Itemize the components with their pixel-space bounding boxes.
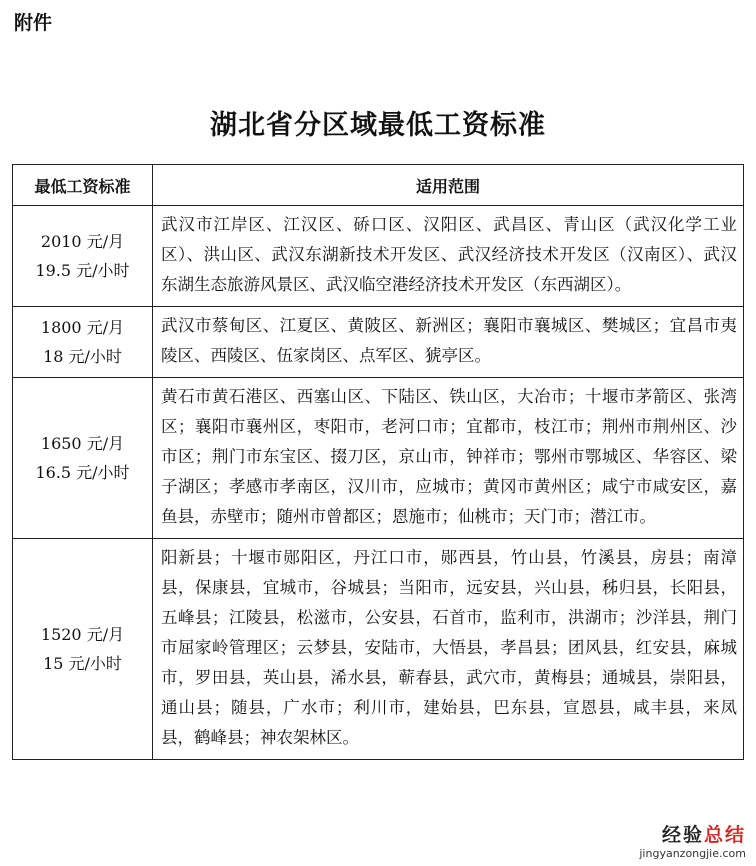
- monthly-wage: 1650 元/月: [40, 434, 125, 453]
- wage-table: [12, 164, 744, 760]
- monthly-wage: 1800 元/月: [40, 318, 125, 337]
- wage-standard-cell: [13, 378, 153, 539]
- table-header-row: [13, 165, 744, 206]
- wage-standard-cell: [13, 307, 153, 378]
- monthly-wage: 1520 元/月: [40, 625, 125, 644]
- scope-cell: 武汉市江岸区、江汉区、硚口区、汉阳区、武昌区、青山区（武汉化学工业区）、洪山区、武汉东湖新技术开发区、武汉经济技术开发区（汉南区）、武汉东湖生态旅游风景区、武汉临空港经济技术开发区（东西湖区）。: [153, 206, 744, 307]
- hourly-wage: 18 元/小时: [43, 347, 122, 366]
- header-scope: 适用范围: [153, 165, 744, 206]
- watermark-url: jingyanzongjie.com: [639, 847, 746, 860]
- hourly-wage: 16.5 元/小时: [35, 463, 130, 482]
- wage-standard-cell: [13, 539, 153, 760]
- scope-cell: 武汉市蔡甸区、江夏区、黄陂区、新洲区；襄阳市襄城区、樊城区；宜昌市夷陵区、西陵区、伍家岗区、点军区、猇亭区。: [153, 307, 744, 378]
- scope-cell: 黄石市黄石港区、西塞山区、下陆区、铁山区，大冶市；十堰市茅箭区、张湾区；襄阳市襄州区，枣阳市，老河口市；宜都市，枝江市；荆州市荆州区、沙市区；荆门市东宝区、掇刀区，京山市，钟祥市；鄂州市鄂城区、华容区、梁子湖区；孝感市孝南区，汉川市，应城市；黄冈市黄州区；咸宁市咸安区，嘉鱼县，赤壁市；随州市曾都区；恩施市；仙桃市；天门市；潜江市。: [153, 378, 744, 539]
- watermark-text-red: 总结: [703, 824, 746, 846]
- table-row: [13, 539, 744, 760]
- table-row: [13, 378, 744, 539]
- table-row: [13, 206, 744, 307]
- page-title: 湖北省分区域最低工资标准: [210, 110, 546, 141]
- wage-standard-cell: [13, 206, 153, 307]
- watermark-text-dark: 经验: [661, 824, 704, 846]
- scope-cell: 阳新县；十堰市郧阳区，丹江口市，郧西县，竹山县，竹溪县，房县；南漳县，保康县，宜城市，谷城县；当阳市，远安县，兴山县，秭归县，长阳县，五峰县；江陵县，松滋市，公安县，石首市，监利市，洪湖市；沙洋县，荆门市屈家岭管理区；云梦县，安陆市，大悟县，孝昌县；团风县，红安县，麻城市，罗田县，英山县，浠水县，蕲春县，武穴市，黄梅县；通城县，崇阳县，通山县；随县，广水市；利川市，建始县，巴东县，宣恩县，咸丰县，来凤县，鹤峰县；神农架林区。: [153, 539, 744, 760]
- hourly-wage: 19.5 元/小时: [35, 261, 130, 280]
- header-min-wage: 最低工资标准: [13, 165, 153, 206]
- table-row: [13, 307, 744, 378]
- hourly-wage: 15 元/小时: [43, 654, 122, 673]
- watermark: [639, 820, 746, 860]
- watermark-logo: [639, 820, 746, 847]
- monthly-wage: 2010 元/月: [40, 232, 125, 251]
- attachment-label: 附件: [14, 12, 53, 34]
